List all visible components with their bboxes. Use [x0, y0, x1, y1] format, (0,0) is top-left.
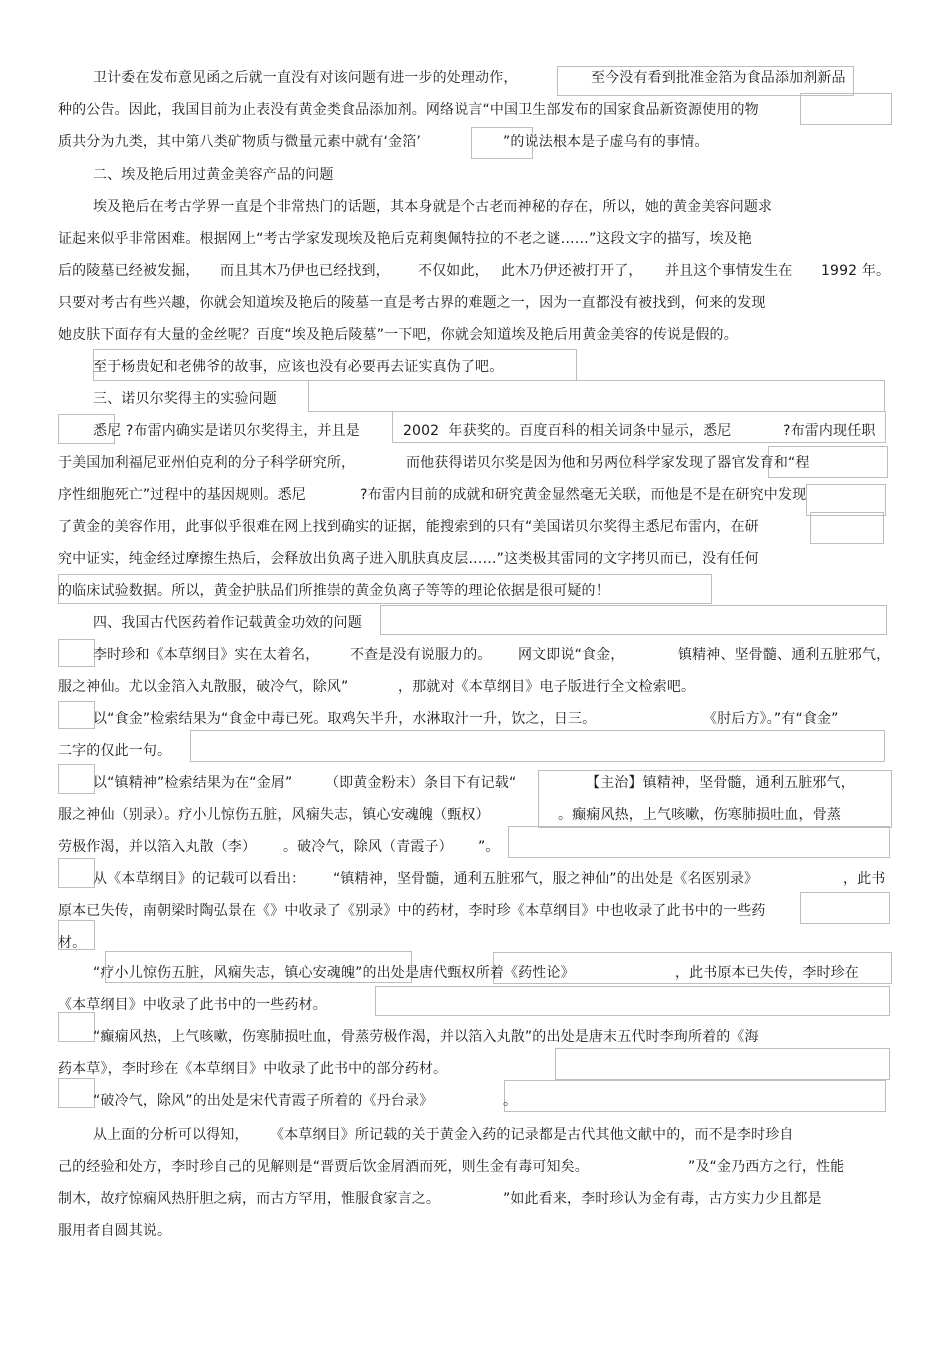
section-heading: 四、我国古代医药着作记载黄金功效的问题: [93, 615, 362, 631]
text-line: 《本草纲目》中收录了此书中的一些药材。: [58, 997, 327, 1013]
scan-box: [504, 1080, 886, 1112]
text-segment: 于美国加利福尼亚州伯克利的分子科学研究所，: [58, 455, 356, 471]
text-line: 二字的仅此一句。: [58, 743, 172, 759]
text-segment: ，此书原本已失传，李时珍在: [675, 965, 859, 981]
section-heading: 三、诺贝尔奖得主的实验问题: [93, 391, 277, 407]
text-segment: 己的经验和处方，李时珍自己的见解则是“晋贾后饮金屑酒而死，则生金有毒可知矣。: [58, 1159, 589, 1175]
text-segment: 以“食金”检索结果为“食金中毒已死。取鸡矢半升，水淋取汁一升，饮之，日三。: [93, 711, 597, 727]
scan-box: [308, 380, 885, 412]
scan-box: [58, 1078, 95, 1108]
text-line: 埃及艳后在考古学界一直是个非常热门的话题，其本身就是个古老而神秘的存在，所以，她的黄金美容问题求: [93, 199, 773, 215]
text-segment: 后的陵墓已经被发掘，: [58, 263, 200, 279]
scan-box: [800, 93, 892, 125]
text-line: 原本已失传，南朝梁时陶弘景在《》中收录了《别录》中的药材，李时珍《本草纲目》中也收录了此书中的一些药: [58, 903, 766, 919]
text-segment: 序性细胞死亡”过程中的基因规则。悉尼: [58, 487, 306, 503]
text-line: 服用者自圆其说。: [58, 1223, 172, 1239]
text-segment: 服之神仙（别录）。疗小儿惊伤五脏，风痫失志，镇心安魂魄（甄权）: [58, 807, 490, 823]
text-segment: “镇精神，坚骨髓，通利五脏邪气，服之神仙”的出处是《名医别录》: [333, 871, 759, 887]
scan-box: [800, 892, 890, 924]
text-segment: 质共分为九类，其中第八类矿物质与微量元素中就有‘金箔’: [58, 134, 421, 150]
text-segment: 。癫痫风热，上气咳嗽，伤寒肺损吐血，骨蒸: [558, 807, 841, 823]
text-segment: 【主治】镇精神，坚骨髓，通利五脏邪气，: [586, 775, 855, 791]
text-segment: 制木，故疗惊痫风热肝胆之病，而古方罕用，惟服食家言之。: [58, 1191, 441, 1207]
scan-box: [58, 639, 95, 667]
scan-box: [58, 764, 95, 794]
text-segment: 李时珍和《本草纲目》实在太着名，: [93, 647, 320, 663]
scan-box: [380, 605, 887, 635]
text-segment: ”及“金乃西方之行，性能: [688, 1159, 845, 1175]
scan-box: [555, 1048, 890, 1080]
text-segment: ”的说法根本是子虚乌有的事情。: [503, 134, 709, 150]
text-segment: （即黄金粉末）条目下有记载“: [325, 775, 517, 791]
text-segment: 镇精神、坚骨髓、通利五脏邪气，: [678, 647, 891, 663]
scan-box: [58, 1012, 95, 1042]
text-segment: ，那就对《本草纲目》电子版进行全文检索吧。: [398, 679, 696, 695]
text-segment: ?布雷内现任职: [783, 423, 876, 439]
text-segment: ?布雷内目前的成就和研究黄金显然毫无关联，而他是不是在研究中发现: [360, 487, 807, 503]
text-line: “癫痫风热，上气咳嗽，伤寒肺损吐血，骨蒸劳极作渴，并以箔入丸散”的出处是唐末五代时李珣所着的《海: [93, 1029, 759, 1045]
text-segment: “疗小儿惊伤五脏，风痫失志，镇心安魂魄”的出处是唐代甄权所着《药性论》: [93, 965, 575, 981]
text-segment: 不查是没有说服力的。: [350, 647, 492, 663]
scan-box: [810, 512, 884, 544]
text-segment: ”如此看来，李时珍认为金有毒，古方实力少且都是: [503, 1191, 822, 1207]
text-segment: 从《本草纲目》的记载可以看出：: [93, 871, 306, 887]
text-segment: 劳极作渴，并以箔入丸散（李）: [58, 839, 257, 855]
text-line: 至于杨贵妃和老佛爷的故事，应该也没有必要再去证实真伪了吧。: [93, 359, 504, 375]
text-line: 证起来似乎非常困难。根据网上“考古学家发现埃及艳后克莉奥佩特拉的不老之谜……”这段文字的描写，埃及艳: [58, 231, 753, 247]
text-line: 材。: [58, 935, 87, 951]
text-segment: 服之神仙。尤以金箔入丸散服，破冷气，除风”: [58, 679, 349, 695]
text-segment: 《肘后方》。”有“食金”: [703, 711, 839, 727]
text-line: 她皮肤下面存有大量的金丝呢？百度“埃及艳后陵墓”一下吧，你就会知道埃及艳后用黄金美容的传说是假的。: [58, 327, 738, 343]
text-segment: 不仅如此，: [418, 263, 489, 279]
text-segment: 此木乃伊还被打开了，: [501, 263, 643, 279]
text-line: 的临床试验数据。所以，黄金护肤品们所推崇的黄金负离子等等的理论依据是很可疑的！: [58, 583, 610, 599]
text-line: 种的公告。因此，我国目前为止表没有黄金类食品添加剂。网络说言“中国卫生部发布的国家食品新资源使用的物: [58, 102, 759, 118]
text-segment: 从上面的分析可以得知，: [93, 1127, 249, 1143]
text-segment: ，此书: [843, 871, 886, 887]
text-line: 只要对考古有些兴趣，你就会知道埃及艳后的陵墓一直是考古界的难题之一，因为一直都没有被找到，何来的发现: [58, 295, 766, 311]
scan-box: [375, 986, 890, 1016]
text-segment: 而且其木乃伊也已经找到，: [220, 263, 390, 279]
text-segment: 2002 年获奖的。百度百科的相关词条中显示，悉尼: [403, 423, 732, 439]
text-segment: 。破冷气，除风（青霞子）: [283, 839, 453, 855]
text-segment: 卫计委在发布意见函之后就一直没有对该问题有进一步的处理动作，: [93, 70, 518, 86]
scan-box: [190, 730, 885, 762]
text-segment: ”。: [478, 839, 500, 855]
scan-box: [508, 826, 890, 858]
text-line: 药本草》，李时珍在《本草纲目》中收录了此书中的部分药材。: [58, 1061, 448, 1077]
text-segment: “破冷气，除风”的出处是宋代青霞子所着的《丹台录》: [93, 1093, 434, 1109]
text-segment: 而他获得诺贝尔奖是因为他和另两位科学家发现了器官发育和“程: [406, 455, 810, 471]
text-segment: 至今没有看到批准金箔为食品添加剂新品: [591, 70, 846, 86]
text-segment: 1992 年。: [821, 263, 891, 279]
section-heading: 二、埃及艳后用过黄金美容产品的问题: [93, 167, 334, 183]
text-segment: 网文即说“食金，: [518, 647, 625, 663]
text-segment: 以“镇精神”检索结果为在“金屑”: [93, 775, 293, 791]
text-line: 了黄金的美容作用，此事似乎很难在网上找到确实的证据，能搜索到的只有“美国诺贝尔奖得主悉尼布雷内，在研: [58, 519, 759, 535]
text-segment: 《本草纲目》所记载的关于黄金入药的记录都是古代其他文献中的，而不是李时珍自: [270, 1127, 794, 1143]
text-segment: 。: [503, 1093, 518, 1109]
text-segment: 并且这个事情发生在: [665, 263, 793, 279]
text-line: 究中证实，纯金经过摩擦生热后，会释放出负离子进入肌肤真皮层……”这类极其雷同的文字拷贝而已，没有任何: [58, 551, 759, 567]
text-segment: 悉尼 ?布雷内确实是诺贝尔奖得主，并且是: [93, 423, 360, 439]
